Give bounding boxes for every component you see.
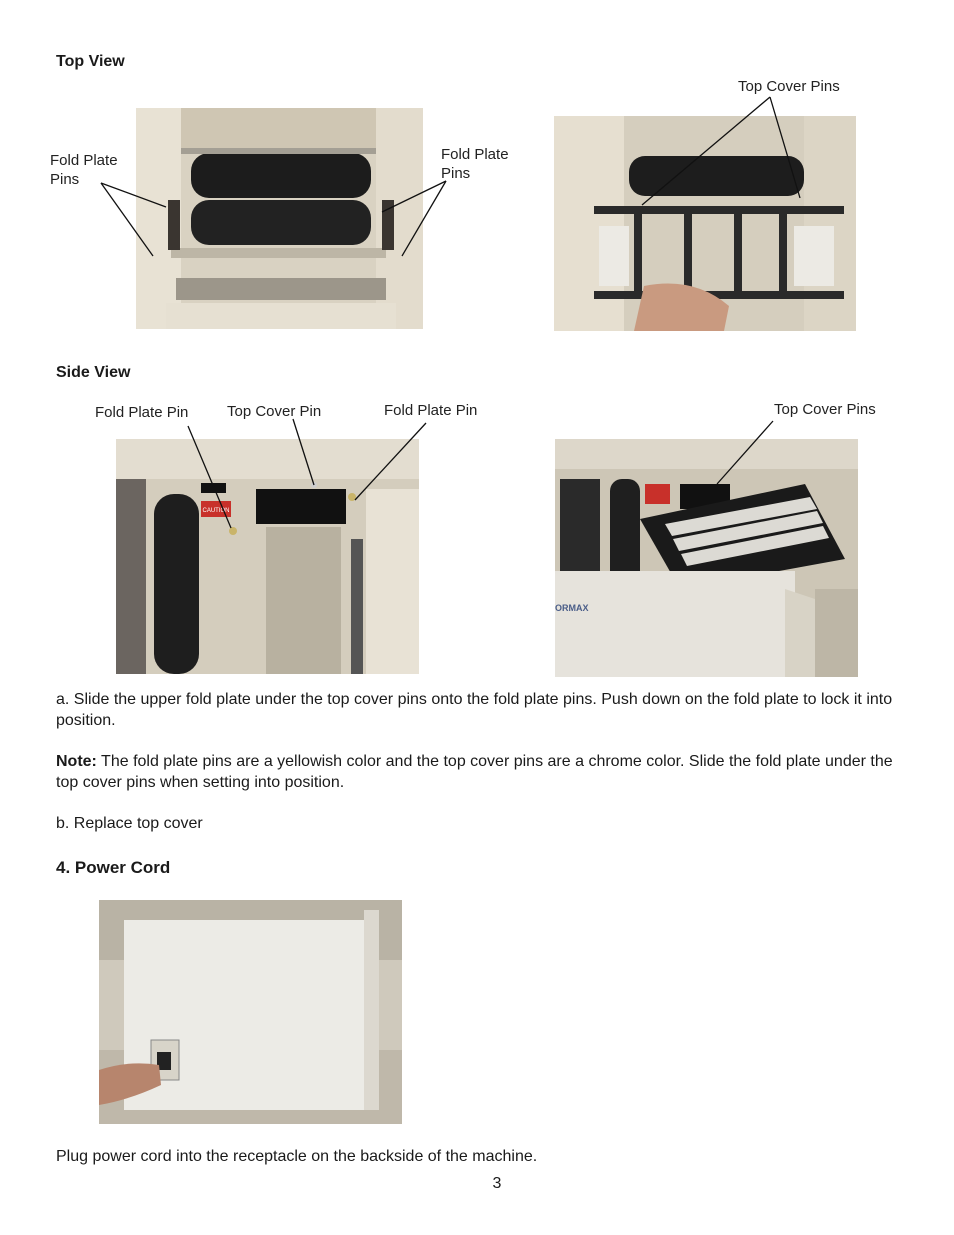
top-cover-pins-label-top: Top Cover Pins [738, 78, 840, 95]
note-text: The fold plate pins are a yellowish color and the top cover pins are a chrome color. Slide the fold plate under the top cover pins when setting into position. [56, 753, 893, 791]
caution-sticker-text: CAUTION [202, 508, 230, 514]
step-b-text: b. Replace top cover [56, 815, 203, 832]
top-view-rollers-photo [136, 108, 423, 329]
top-cover-pins-label-side: Top Cover Pins [774, 401, 876, 418]
power-cord-photo [99, 900, 402, 1124]
note-paragraph [56, 751, 896, 793]
page-number: 3 [492, 1175, 502, 1192]
side-view-interior-photo [116, 439, 419, 674]
side-view-heading: Side View [56, 364, 131, 381]
fold-plate-pins-label-right: Fold Plate Pins [441, 146, 509, 182]
top-cover-pins-photo [554, 116, 856, 331]
fold-plate-tilted-photo [555, 439, 858, 677]
power-cord-caption: Plug power cord into the receptacle on the backside of the machine. [56, 1148, 538, 1165]
top-cover-pin-label: Top Cover Pin [227, 403, 322, 420]
fold-plate-pins-label-left: Fold Plate Pins [50, 152, 118, 188]
fold-plate-pin-label-2: Fold Plate Pin [384, 402, 478, 419]
fold-plate-pin-label-1: Fold Plate Pin [95, 404, 189, 421]
top-view-heading: Top View [56, 53, 125, 70]
note-label: Note: [56, 753, 97, 770]
brand-logo-text: ORMAX [555, 603, 589, 613]
step-a-text: a. Slide the upper fold plate under the top cover pins onto the fold plate pins. Push down on the fold plate to lock it into position. [56, 691, 893, 729]
power-cord-heading: 4. Power Cord [56, 858, 171, 877]
